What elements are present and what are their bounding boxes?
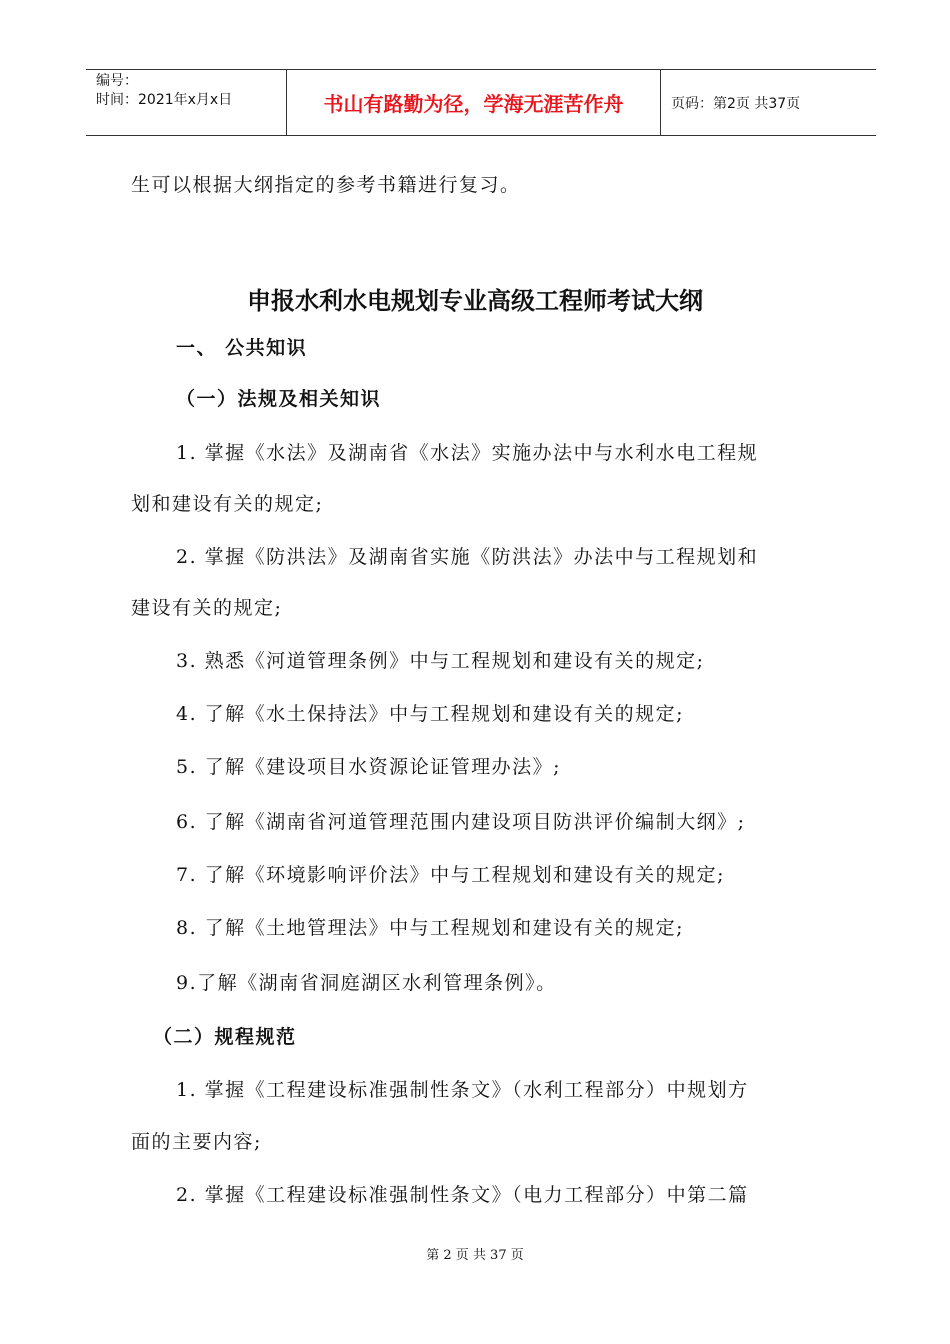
subsection-heading-1: （一）法规及相关知识: [176, 388, 382, 410]
time-label: 时间：2021年x月x日: [96, 92, 233, 108]
item-1-6: 6. 了解《湖南省河道管理范围内建设项目防洪评价编制大纲》;: [176, 811, 746, 833]
item-1-3: 3. 熟悉《河道管理条例》中与工程规划和建设有关的规定;: [176, 650, 705, 672]
item-2-2-line1: 2. 掌握《工程建设标准强制性条文》（电力工程部分）中第二篇: [176, 1184, 749, 1206]
item-1-2-line1: 2. 掌握《防洪法》及湖南省实施《防洪法》办法中与工程规划和: [176, 546, 759, 568]
item-1-8: 8. 了解《土地管理法》中与工程规划和建设有关的规定;: [176, 917, 685, 939]
item-1-2-line2: 建设有关的规定;: [131, 597, 283, 619]
subsection-heading-2: （二）规程规范: [153, 1026, 297, 1048]
page-footer: 第 2 页 共 37 页: [426, 1248, 524, 1263]
item-1-9: 9.了解《湖南省洞庭湖区水利管理条例》。: [176, 972, 557, 994]
continuation-text: 生可以根据大纲指定的参考书籍进行复习。: [131, 174, 521, 196]
item-1-1-line1: 1. 掌握《水法》及湖南省《水法》实施办法中与水利水电工程规: [176, 442, 759, 464]
header-meta: [86, 70, 287, 135]
item-1-1-line2: 划和建设有关的规定;: [131, 493, 324, 515]
item-1-4: 4. 了解《水土保持法》中与工程规划和建设有关的规定;: [176, 703, 685, 725]
item-1-5: 5. 了解《建设项目水资源论证管理办法》;: [176, 756, 562, 778]
header-page-info: 页码：第2页 共37页: [671, 95, 801, 112]
page-header: [86, 69, 876, 136]
number-label: 编号：: [96, 73, 138, 89]
item-2-1-line2: 面的主要内容;: [131, 1131, 262, 1153]
item-2-1-line1: 1. 掌握《工程建设标准强制性条文》（水利工程部分）中规划方: [176, 1079, 749, 1101]
document-title: 申报水利水电规划专业高级工程师考试大纲: [247, 287, 703, 315]
item-1-7: 7. 了解《环境影响评价法》中与工程规划和建设有关的规定;: [176, 864, 726, 886]
header-motto: 书山有路勤为径，学海无涯苦作舟: [287, 70, 661, 135]
section-heading-1: 一、 公共知识: [176, 337, 308, 359]
